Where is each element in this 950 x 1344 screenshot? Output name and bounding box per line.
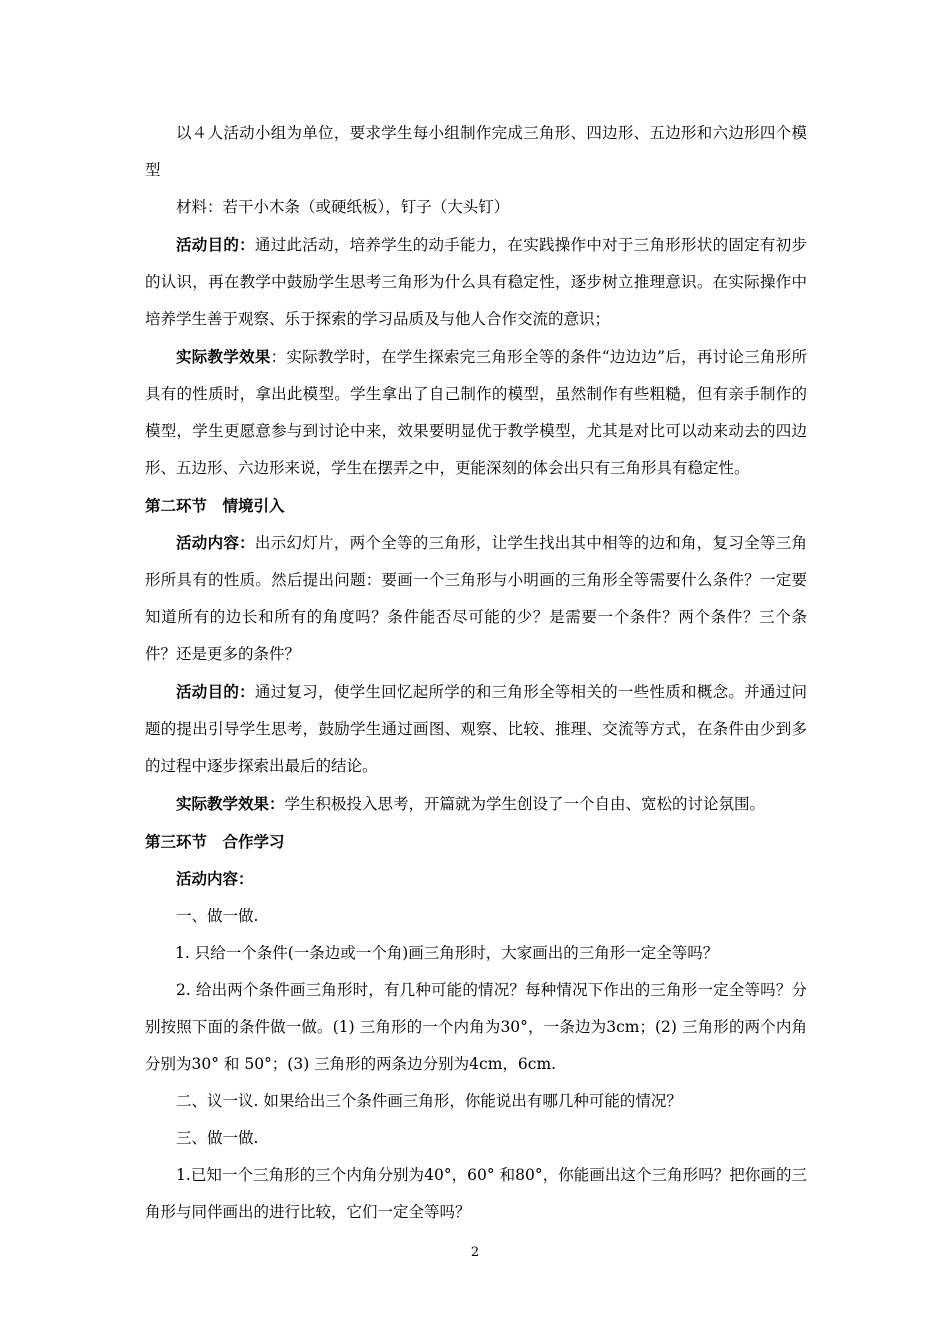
section-2-heading: 第二环节 情境引入 — [145, 496, 285, 515]
intro-paragraph: 以４人活动小组为单位，要求学生每小组制作完成三角形、四边形、五边形和六边形四个模型 — [145, 124, 807, 179]
item-1-question-1: 1. 只给一个条件(一条边或一个角)画三角形时，大家画出的三角形一定全等吗？ — [175, 944, 719, 962]
content-label: 活动内容： — [176, 869, 254, 888]
page-number: 2 — [470, 1245, 480, 1260]
item-1-question-2: 2. 给出两个条件画三角形时，有几种可能的情况？每种情况下作出的三角形一定全等吗？分别按照下面的条件做一做。(1) 三角形的一个内角为30°，一条边为3cm；(2) 三角形的两个内角分别为30° 和 50°；(3) 三角形的两条边分别为4cm，6cm. — [145, 981, 807, 1073]
item-1-heading: 一、做一做. — [176, 907, 259, 925]
purpose-label: 活动目的： — [176, 235, 255, 254]
effect-label: 实际教学效果 — [176, 347, 271, 366]
intro-purpose-paragraph — [145, 226, 807, 338]
section-2-purpose-paragraph — [145, 673, 807, 785]
purpose-label: 活动目的： — [176, 682, 255, 701]
item-3-heading: 三、做一做. — [176, 1129, 259, 1147]
section-3-content-label-paragraph — [145, 860, 807, 898]
section-2-effect-paragraph — [145, 785, 807, 823]
content-text: 出示幻灯片，两个全等的三角形，让学生找出其中相等的边和角，复习全等三角形所具有的性质。然后提出问题：要画一个三角形与小明画的三角形全等需要什么条件？一定要知道所有的边长和所有的角度吗？条件能否尽可能的少？是需要一个条件？两个条件？三个条件？还是更多的条件？ — [145, 534, 807, 663]
item-2-paragraph: 二、议一议. 如果给出三个条件画三角形，你能说出有哪几种可能的情况？ — [176, 1092, 682, 1110]
effect-text: 学生积极投入思考，开篇就为学生创设了一个自由、宽松的讨论氛围。 — [284, 795, 766, 813]
effect-label: 实际教学效果： — [176, 794, 285, 813]
purpose-text: 通过此活动，培养学生的动手能力，在实践操作中对于三角形形状的固定有初步的认识，再在教学中鼓励学生思考三角形为什么具有稳定性，逐步树立推理意识。在实际操作中培养学生善于观察、乐于探索的学习品质及与他人合作交流的意识； — [145, 236, 807, 328]
page-content — [145, 115, 807, 1231]
content-label: 活动内容： — [176, 533, 255, 552]
purpose-text: 通过复习，使学生回忆起所学的和三角形全等相关的一些性质和概念。并通过问题的提出引导学生思考，鼓励学生通过画图、观察、比较、推理、交流等方式，在条件由少到多的过程中逐步探索出最后的结论。 — [145, 683, 807, 775]
materials-paragraph: 材料：若干小木条（或硬纸板），钉子（大头钉） — [176, 198, 510, 216]
section-3-heading: 第三环节 合作学习 — [145, 832, 285, 851]
item-3-question-1: 1.已知一个三角形的三个内角分别为40°，60° 和80°，你能画出这个三角形吗？把你画的三角形与同伴画出的进行比较，它们一定全等吗？ — [145, 1166, 807, 1221]
section-2-content-paragraph — [145, 524, 807, 673]
intro-effect-paragraph — [145, 338, 807, 487]
effect-text: ：实际教学时，在学生探索完三角形全等的条件“边边边”后，再讨论三角形所具有的性质时，拿出此模型。学生拿出了自己制作的模型，虽然制作有些粗糙，但有亲手制作的模型，学生更愿意参与到讨论中来，效果要明显优于教学模型，尤其是对比可以动来动去的四边形、五边形、六边形来说，学生在摆弄之中，更能深刻的体会出只有三角形具有稳定性。 — [145, 348, 807, 477]
